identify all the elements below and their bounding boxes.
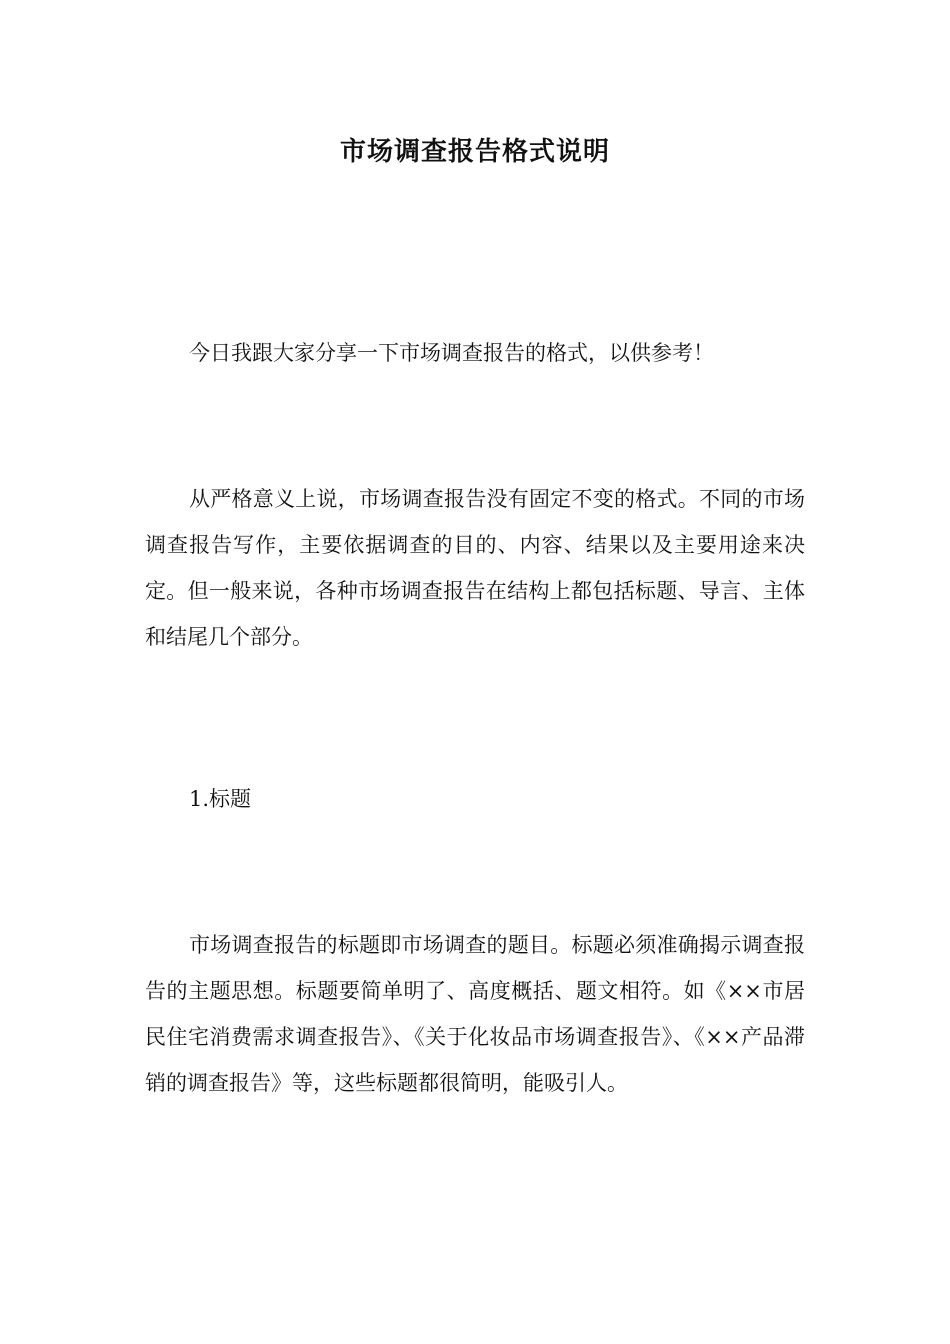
section-heading-title: 1.标题 [189,787,252,811]
document-title: 市场调查报告格式说明 [339,137,610,167]
paragraph-format-overview: 从严格意义上说，市场调查报告没有固定不变的格式。不同的市场调查报告写作，主要依据调查的目的、内容、结果以及主要用途来决定。但一般来说，各种市场调查报告在结构上都包括标题、导言、主体和结尾几个部分。 [145,487,805,649]
paragraph-title-description: 市场调查报告的标题即市场调查的题目。标题必须准确揭示调查报告的主题思想。标题要简单明了、高度概括、题文相符。如《××市居民住宅消费需求调查报告》、《关于化妆品市场调查报告》、《××产品滞销的调查报告》等，这些标题都很简明，能吸引人。 [145,933,805,1095]
paragraph-intro: 今日我跟大家分享一下市场调查报告的格式，以供参考！ [189,341,714,365]
